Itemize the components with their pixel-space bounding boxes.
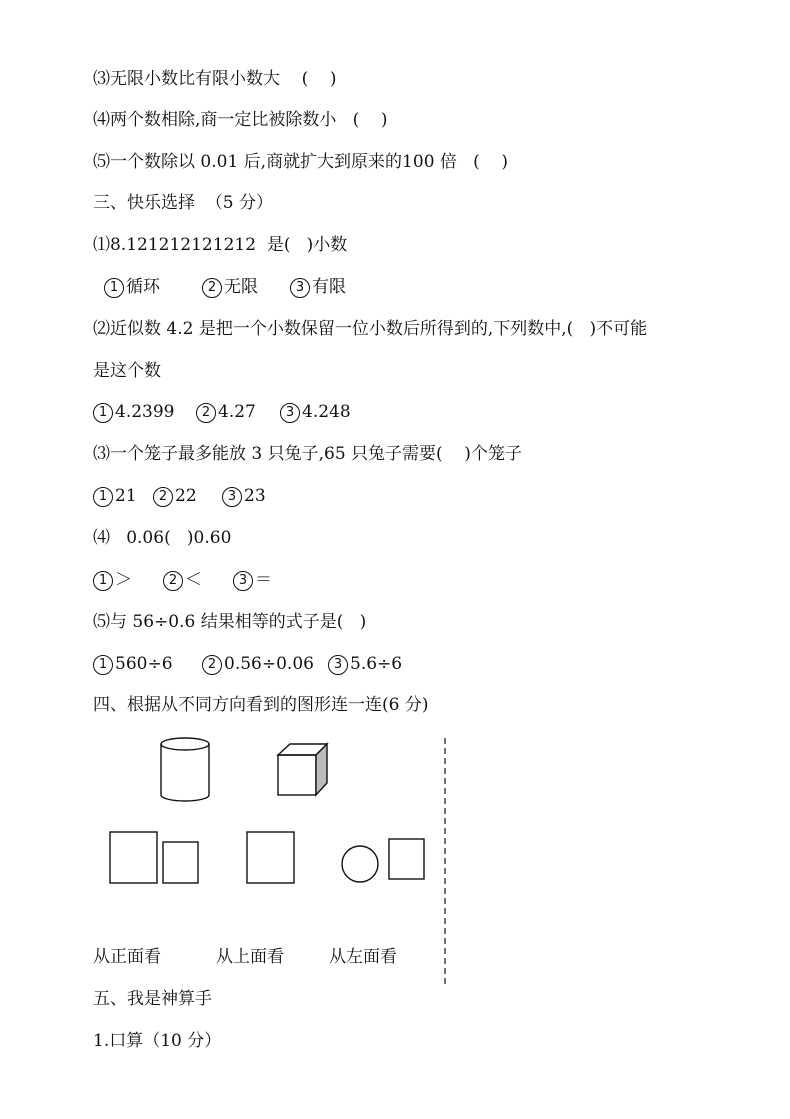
choice-question-4: ⑷ 0.06( )0.60 bbox=[93, 528, 232, 548]
circled-number-icon: 3 bbox=[222, 487, 242, 507]
choice-1-option-2: 2 无限 bbox=[202, 276, 258, 298]
choice-4-option-3: 3 ＝ bbox=[233, 569, 272, 591]
circled-number-icon: 2 bbox=[153, 487, 173, 507]
choice-question-1: ⑴8.121212121212 是( )小数 bbox=[93, 235, 348, 255]
view-label-top: 从上面看 bbox=[216, 947, 284, 967]
choice-5-option-3: 3 5.6÷6 bbox=[328, 653, 402, 675]
cube-figure bbox=[278, 744, 327, 795]
section-4-title: 四、根据从不同方向看到的图形连一连(6 分) bbox=[93, 695, 429, 715]
choice-1-option-1: 1 循环 bbox=[104, 276, 160, 298]
choice-4-option-2: 2 ＜ bbox=[163, 569, 202, 591]
circled-number-icon: 2 bbox=[163, 571, 183, 591]
view-label-left: 从左面看 bbox=[329, 947, 397, 967]
choice-3-option-3: 3 23 bbox=[222, 485, 266, 507]
choice-5-option-1: 1 560÷6 bbox=[93, 653, 173, 675]
judge-question-3: ⑶无限小数比有限小数大 ( ) bbox=[93, 69, 337, 89]
choice-question-3: ⑶一个笼子最多能放 3 只兔子,65 只兔子需要( )个笼子 bbox=[93, 444, 522, 464]
circled-number-icon: 3 bbox=[328, 655, 348, 675]
choice-question-2-cont: 是这个数 bbox=[93, 361, 161, 381]
choice-2-option-2: 2 4.27 bbox=[196, 401, 256, 423]
cylinder-figure bbox=[161, 738, 209, 801]
choice-1-option-3: 3 有限 bbox=[290, 276, 346, 298]
section-5-title: 五、我是神算手 bbox=[93, 989, 212, 1009]
section-5-sub-1: 1.口算（10 分） bbox=[93, 1031, 222, 1051]
circled-number-icon: 2 bbox=[202, 655, 222, 675]
choice-question-2: ⑵近似数 4.2 是把一个小数保留一位小数后所得到的,下列数中,( )不可能 bbox=[93, 319, 648, 339]
top-view-figure bbox=[247, 832, 294, 883]
circled-number-icon: 1 bbox=[104, 278, 124, 298]
section-3-title: 三、快乐选择 （5 分） bbox=[93, 193, 274, 213]
view-label-front: 从正面看 bbox=[93, 947, 161, 967]
circled-number-icon: 3 bbox=[280, 403, 300, 423]
choice-question-5: ⑸与 56÷0.6 结果相等的式子是( ) bbox=[93, 612, 367, 632]
choice-2-option-1: 1 4.2399 bbox=[93, 401, 174, 423]
choice-2-option-3: 3 4.248 bbox=[280, 401, 351, 423]
choice-4-option-1: 1 ＞ bbox=[93, 569, 132, 591]
choice-3-option-1: 1 21 bbox=[93, 485, 137, 507]
left-view-figure bbox=[342, 839, 424, 882]
circled-number-icon: 2 bbox=[202, 278, 222, 298]
choice-5-option-2: 2 0.56÷0.06 bbox=[202, 653, 314, 675]
circled-number-icon: 1 bbox=[93, 403, 113, 423]
circled-number-icon: 1 bbox=[93, 487, 113, 507]
judge-question-5: ⑸一个数除以 0.01 后,商就扩大到原来的100 倍 ( ) bbox=[93, 152, 509, 172]
choice-3-option-2: 2 22 bbox=[153, 485, 197, 507]
circled-number-icon: 1 bbox=[93, 571, 113, 591]
circled-number-icon: 3 bbox=[290, 278, 310, 298]
circled-number-icon: 3 bbox=[233, 571, 253, 591]
front-view-figure bbox=[110, 832, 198, 883]
circled-number-icon: 2 bbox=[196, 403, 216, 423]
circled-number-icon: 1 bbox=[93, 655, 113, 675]
judge-question-4: ⑷两个数相除,商一定比被除数小 ( ) bbox=[93, 110, 388, 130]
